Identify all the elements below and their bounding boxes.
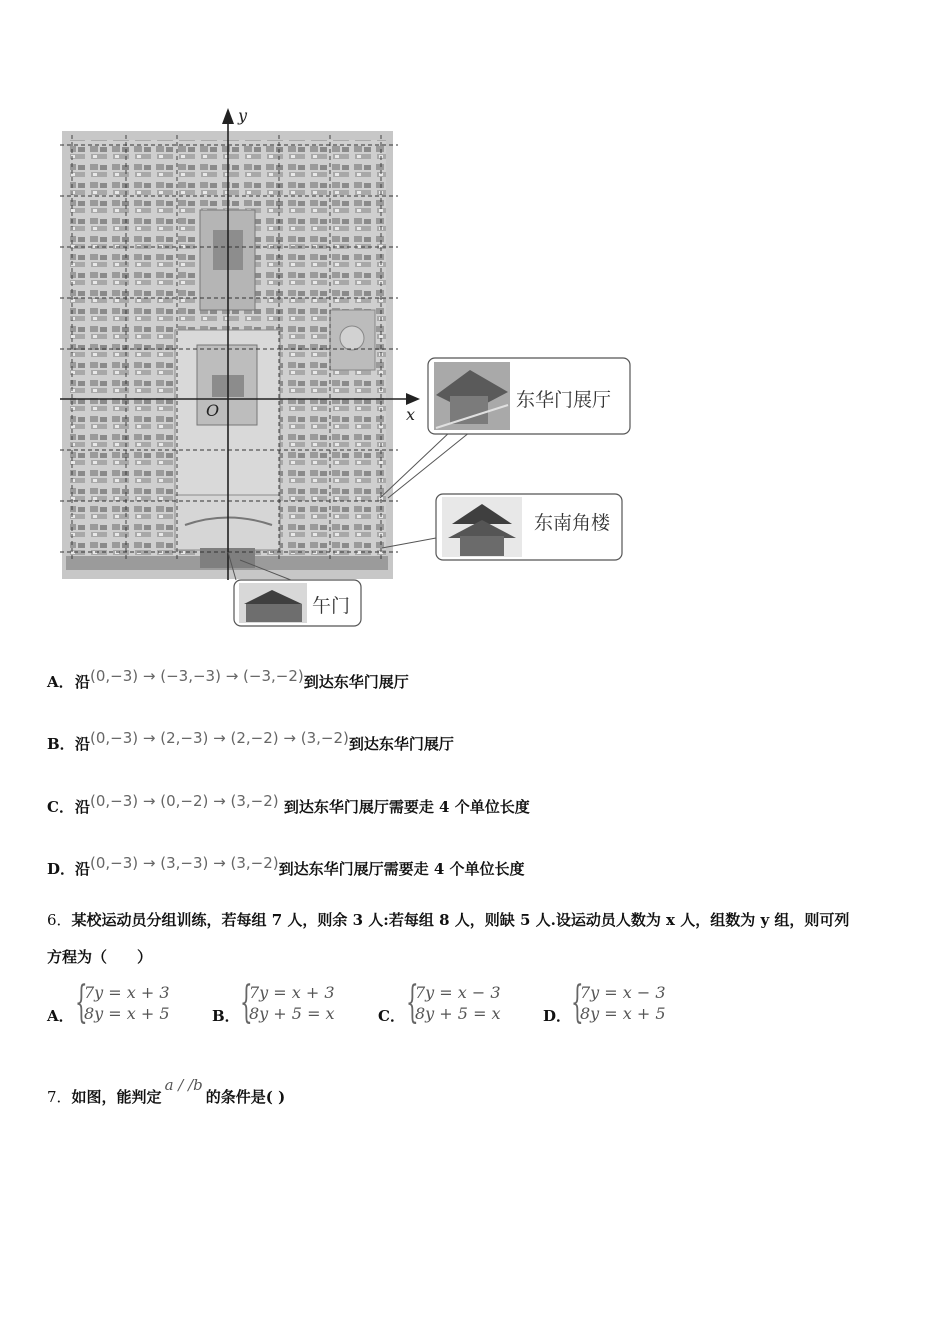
q5-option-a: A．沿(0,−3) → (−3,−3) → (−3,−2)到达东华门展厅 xyxy=(47,667,409,691)
q6-stem xyxy=(47,910,907,930)
question-number: 7． xyxy=(47,1088,72,1106)
coordinate-path: (0,−3) → (−3,−3) → (−3,−2) xyxy=(90,667,304,685)
q6-stem-line2: 方程为（ ） xyxy=(47,948,153,966)
equation: 8y + 5 = x xyxy=(415,1004,501,1023)
question-number: 6． xyxy=(47,911,72,929)
equation: 8y = x + 5 xyxy=(84,1004,170,1023)
x-axis-arrow-icon xyxy=(406,393,420,405)
equation: 7y = x − 3 xyxy=(415,983,501,1002)
brace-icon: { xyxy=(571,977,584,1028)
coordinate-path: (0,−3) → (3,−3) → (3,−2) xyxy=(90,854,279,872)
callout-southeast-tower xyxy=(436,494,622,560)
brace-icon: { xyxy=(240,977,253,1028)
east-hall-label: 东华门展厅 xyxy=(516,389,612,411)
callout-east-hall xyxy=(428,358,630,434)
x-axis-label: x xyxy=(406,405,416,424)
palace-map-figure xyxy=(0,0,950,640)
coordinate-path: (0,−3) → (2,−3) → (2,−2) → (3,−2) xyxy=(90,729,349,747)
q5-option-d: D．沿(0,−3) → (3,−3) → (3,−2)到达东华门展厅需要走 4 个单位长度 xyxy=(47,854,525,878)
parallel-condition: a / /b xyxy=(164,1076,203,1094)
option-letter: A． xyxy=(47,673,74,691)
equation: 8y = x + 5 xyxy=(580,1004,666,1023)
brace-icon: { xyxy=(406,977,419,1028)
coordinate-path: (0,−3) → (0,−2) → (3,−2) xyxy=(90,792,279,810)
option-letter: D． xyxy=(47,860,76,878)
equation: 7y = x − 3 xyxy=(580,983,666,1002)
option-letter: C． xyxy=(47,798,74,816)
y-axis-arrow-icon xyxy=(222,108,234,124)
option-letter: B． xyxy=(47,735,75,753)
meridian-gate-label: 午门 xyxy=(312,595,351,617)
callout-meridian-gate xyxy=(234,580,361,626)
origin-label: O xyxy=(206,401,220,420)
q5-option-b: B．沿(0,−3) → (2,−3) → (2,−2) → (3,−2)到达东华门展厅 xyxy=(47,729,454,753)
q5-option-c: C．沿(0,−3) → (0,−2) → (3,−2) 到达东华门展厅需要走 4 个单位长度 xyxy=(47,792,530,816)
equation: 8y + 5 = x xyxy=(249,1004,335,1023)
q6-text-line1: 某校运动员分组训练，若每组 7 人，则余 3 人:若每组 8 人，则缺 5 人.设运动员人数为 x 人，组数为 y 组，则可列 xyxy=(71,911,850,929)
brace-icon: { xyxy=(75,977,88,1028)
southeast-tower-label: 东南角楼 xyxy=(534,512,611,534)
equation: 7y = x + 3 xyxy=(249,983,335,1002)
y-axis-label: y xyxy=(238,106,248,125)
equation: 7y = x + 3 xyxy=(84,983,170,1002)
q7-stem: 7．如图，能判定a / /b的条件是( ) xyxy=(47,1076,286,1106)
